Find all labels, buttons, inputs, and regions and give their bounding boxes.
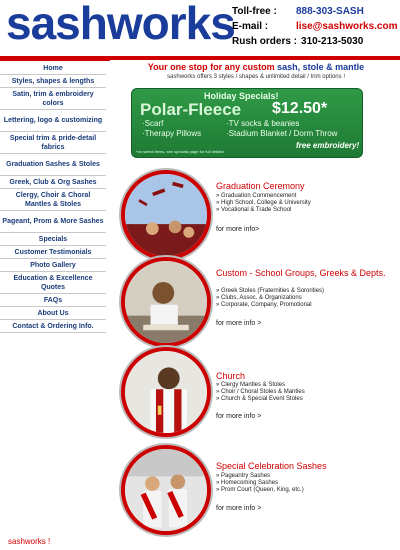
list-item: » Corporate, Company, Promotional xyxy=(216,302,312,308)
banner-note: *on select items, see specials page for full details! xyxy=(136,149,225,154)
sidebar-item-quotes[interactable]: Education & Excellence Quotes xyxy=(0,272,106,294)
section-title[interactable]: Church xyxy=(216,371,246,381)
email-label: E-mail : xyxy=(232,21,269,32)
section-list xyxy=(216,193,311,214)
sidebar-item-about[interactable]: About Us xyxy=(0,307,106,320)
sidebar-item-testimonials[interactable]: Customer Testimonials xyxy=(0,246,106,259)
section-church xyxy=(121,347,400,439)
list-item: » Greek Stoles (Fraternities & Sororities) xyxy=(216,288,325,294)
list-item: » Homecoming Sashes xyxy=(216,480,279,486)
banner-price: $12.50* xyxy=(272,100,328,117)
email-row xyxy=(232,19,397,34)
more-info-link[interactable]: for more info> xyxy=(216,226,260,233)
list-item: » Clubs, Assoc. & Organizations xyxy=(216,295,302,301)
list-item: » Prom Court (Queen, King, etc.) xyxy=(216,487,304,493)
sidebar-item-home[interactable]: Home xyxy=(0,62,106,75)
tagline-prefix: Your one stop for any custom xyxy=(147,62,275,72)
rush-label: Rush orders : xyxy=(232,36,298,47)
rush-row xyxy=(232,34,397,49)
section-list xyxy=(216,288,324,309)
section-list xyxy=(216,473,304,494)
celebration-photo xyxy=(121,445,211,535)
list-item: » Choir / Choral Stoles & Mantles xyxy=(216,389,305,395)
more-info-link[interactable]: for more info > xyxy=(216,413,262,420)
section-title[interactable]: Custom - School Groups, Greeks & Depts. xyxy=(216,268,386,278)
section-custom xyxy=(121,257,400,349)
tagline-highlight: sash, stole & mantle xyxy=(277,62,365,72)
email-link[interactable]: lise@sashworks.com xyxy=(296,21,398,32)
tollfree-number[interactable]: 888-303-SASH xyxy=(296,6,364,17)
sidebar-item-gallery[interactable]: Photo Gallery xyxy=(0,259,106,272)
sidebar-item-colors[interactable]: Satin, trim & embroidery colors xyxy=(0,88,106,110)
celebration-photo-icon xyxy=(125,449,207,531)
main-content xyxy=(112,62,400,512)
more-info-link[interactable]: for more info > xyxy=(216,320,262,327)
section-title[interactable]: Special Celebration Sashes xyxy=(216,461,327,471)
banner-item: ·Stadium Blanket / Dorm Throw xyxy=(226,129,338,138)
banner-product: Polar-Fleece xyxy=(140,100,242,119)
tollfree-row xyxy=(232,4,397,19)
sidebar-item-pageant[interactable]: Pageant, Prom & More Sashes xyxy=(0,211,106,233)
banner-col2 xyxy=(226,119,337,139)
sidebar-divider xyxy=(0,60,110,61)
sidebar-item-greek[interactable]: Greek, Club & Org Sashes xyxy=(0,176,106,189)
footer-text: sashworks ! xyxy=(8,537,51,546)
tagline xyxy=(112,62,400,73)
sidebar-item-styles[interactable]: Styles, shapes & lengths xyxy=(0,75,106,88)
sidebar-item-specials[interactable]: Specials xyxy=(0,233,106,246)
list-item: » Church & Special Event Stoles xyxy=(216,396,303,402)
sidebar-nav xyxy=(0,62,106,333)
list-item: » High School, College & University xyxy=(216,200,311,206)
sidebar-item-graduation[interactable]: Graduation Sashes & Stoles xyxy=(0,154,106,176)
contact-info xyxy=(232,4,397,49)
section-graduation xyxy=(121,170,400,262)
banner-heading: Holiday Specials! xyxy=(204,91,279,101)
graduation-photo xyxy=(121,170,211,260)
section-title[interactable]: Graduation Ceremony xyxy=(216,181,305,191)
banner-item: ·Scarf xyxy=(142,119,164,128)
church-photo xyxy=(121,347,211,437)
custom-photo-icon xyxy=(125,261,207,343)
sidebar-item-faqs[interactable]: FAQs xyxy=(0,294,106,307)
sidebar-item-contact[interactable]: Contact & Ordering Info. xyxy=(0,320,106,333)
banner-item: ·TV socks & beanies xyxy=(226,119,300,128)
sidebar-item-special-trim[interactable]: Special trim & pride-detail fabrics xyxy=(0,132,106,154)
tagline-sub: sashworks offers 3 styles / shapes & unlimited detail / trim options ! xyxy=(167,74,345,80)
banner-item: ·Therapy Pillows xyxy=(142,129,202,138)
graduation-photo-icon xyxy=(125,174,207,256)
list-item: » Pageantry Sashes xyxy=(216,473,271,479)
banner-free-embroidery: free embroidery! xyxy=(296,141,360,150)
section-celebration xyxy=(121,445,400,537)
site-logo[interactable]: sashworks xyxy=(6,0,235,49)
list-item: » Clergy Mantles & Stoles xyxy=(216,382,286,388)
list-item: » Graduation Commencement xyxy=(216,193,297,199)
sidebar-item-clergy[interactable]: Clergy, Choir & Choral Mantles & Stoles xyxy=(0,189,106,211)
custom-photo xyxy=(121,257,211,347)
sidebar-item-lettering[interactable]: Lettering, logo & customizing xyxy=(0,110,106,132)
tollfree-label: Toll-free : xyxy=(232,6,277,17)
church-photo-icon xyxy=(125,351,207,433)
holiday-specials-banner[interactable] xyxy=(131,88,363,158)
list-item: » Vocational & Trade School xyxy=(216,207,292,213)
more-info-link[interactable]: for more info > xyxy=(216,505,262,512)
banner-col1 xyxy=(142,119,201,139)
section-list xyxy=(216,382,305,403)
rush-number[interactable]: 310-213-5030 xyxy=(301,36,364,47)
